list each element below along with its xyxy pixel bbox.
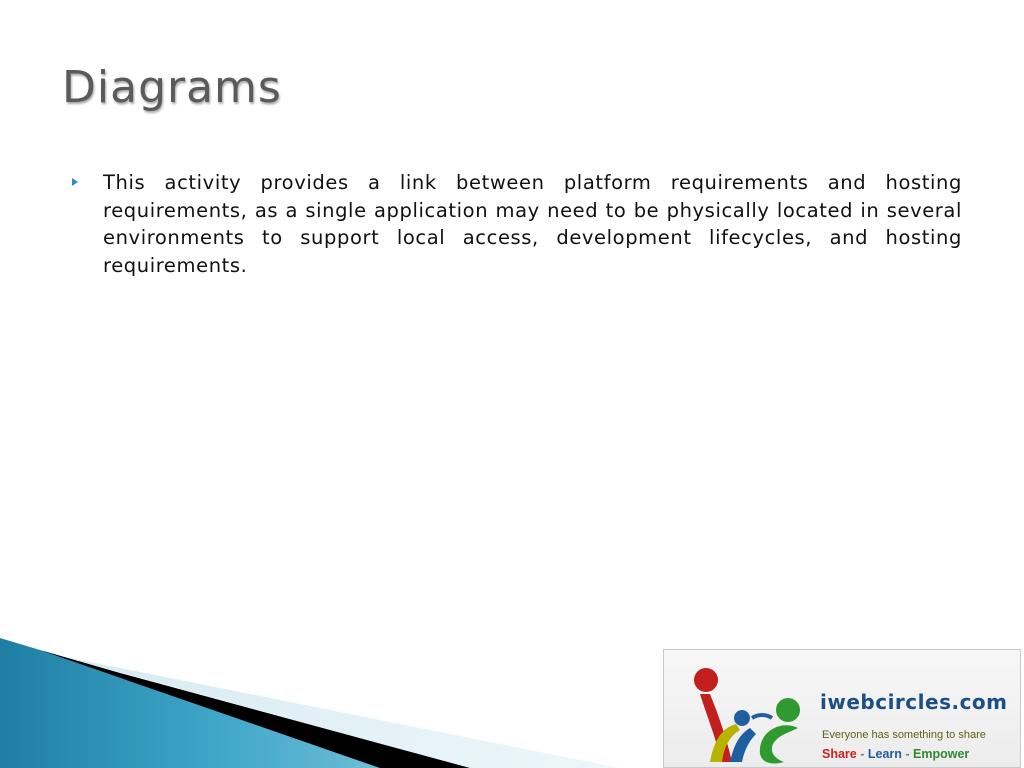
logo-motto	[822, 747, 969, 761]
bullet-list	[72, 169, 962, 279]
logo-name: iwebcircles.com	[820, 690, 1008, 714]
footer-swoosh-decoration	[0, 638, 700, 768]
motto-share: Share	[822, 747, 857, 761]
slide-title: Diagrams	[62, 62, 282, 113]
bullet-arrow-icon	[72, 178, 78, 186]
bullet-item	[72, 169, 962, 279]
motto-separator: -	[856, 747, 868, 761]
motto-empower: Empower	[913, 747, 970, 761]
motto-separator: -	[901, 747, 914, 761]
logo-tagline: Everyone has something to share	[822, 729, 986, 741]
bullet-text: This activity provides a link between platform requirements and hosting requirements, as a single application may need to be physically located in several environments to support local access, development lifecycles, and hosting requirements.	[103, 171, 962, 277]
motto-learn: Learn	[867, 747, 902, 761]
logo-people-mark-icon	[686, 658, 806, 768]
iwebcircles-logo	[663, 649, 1021, 768]
